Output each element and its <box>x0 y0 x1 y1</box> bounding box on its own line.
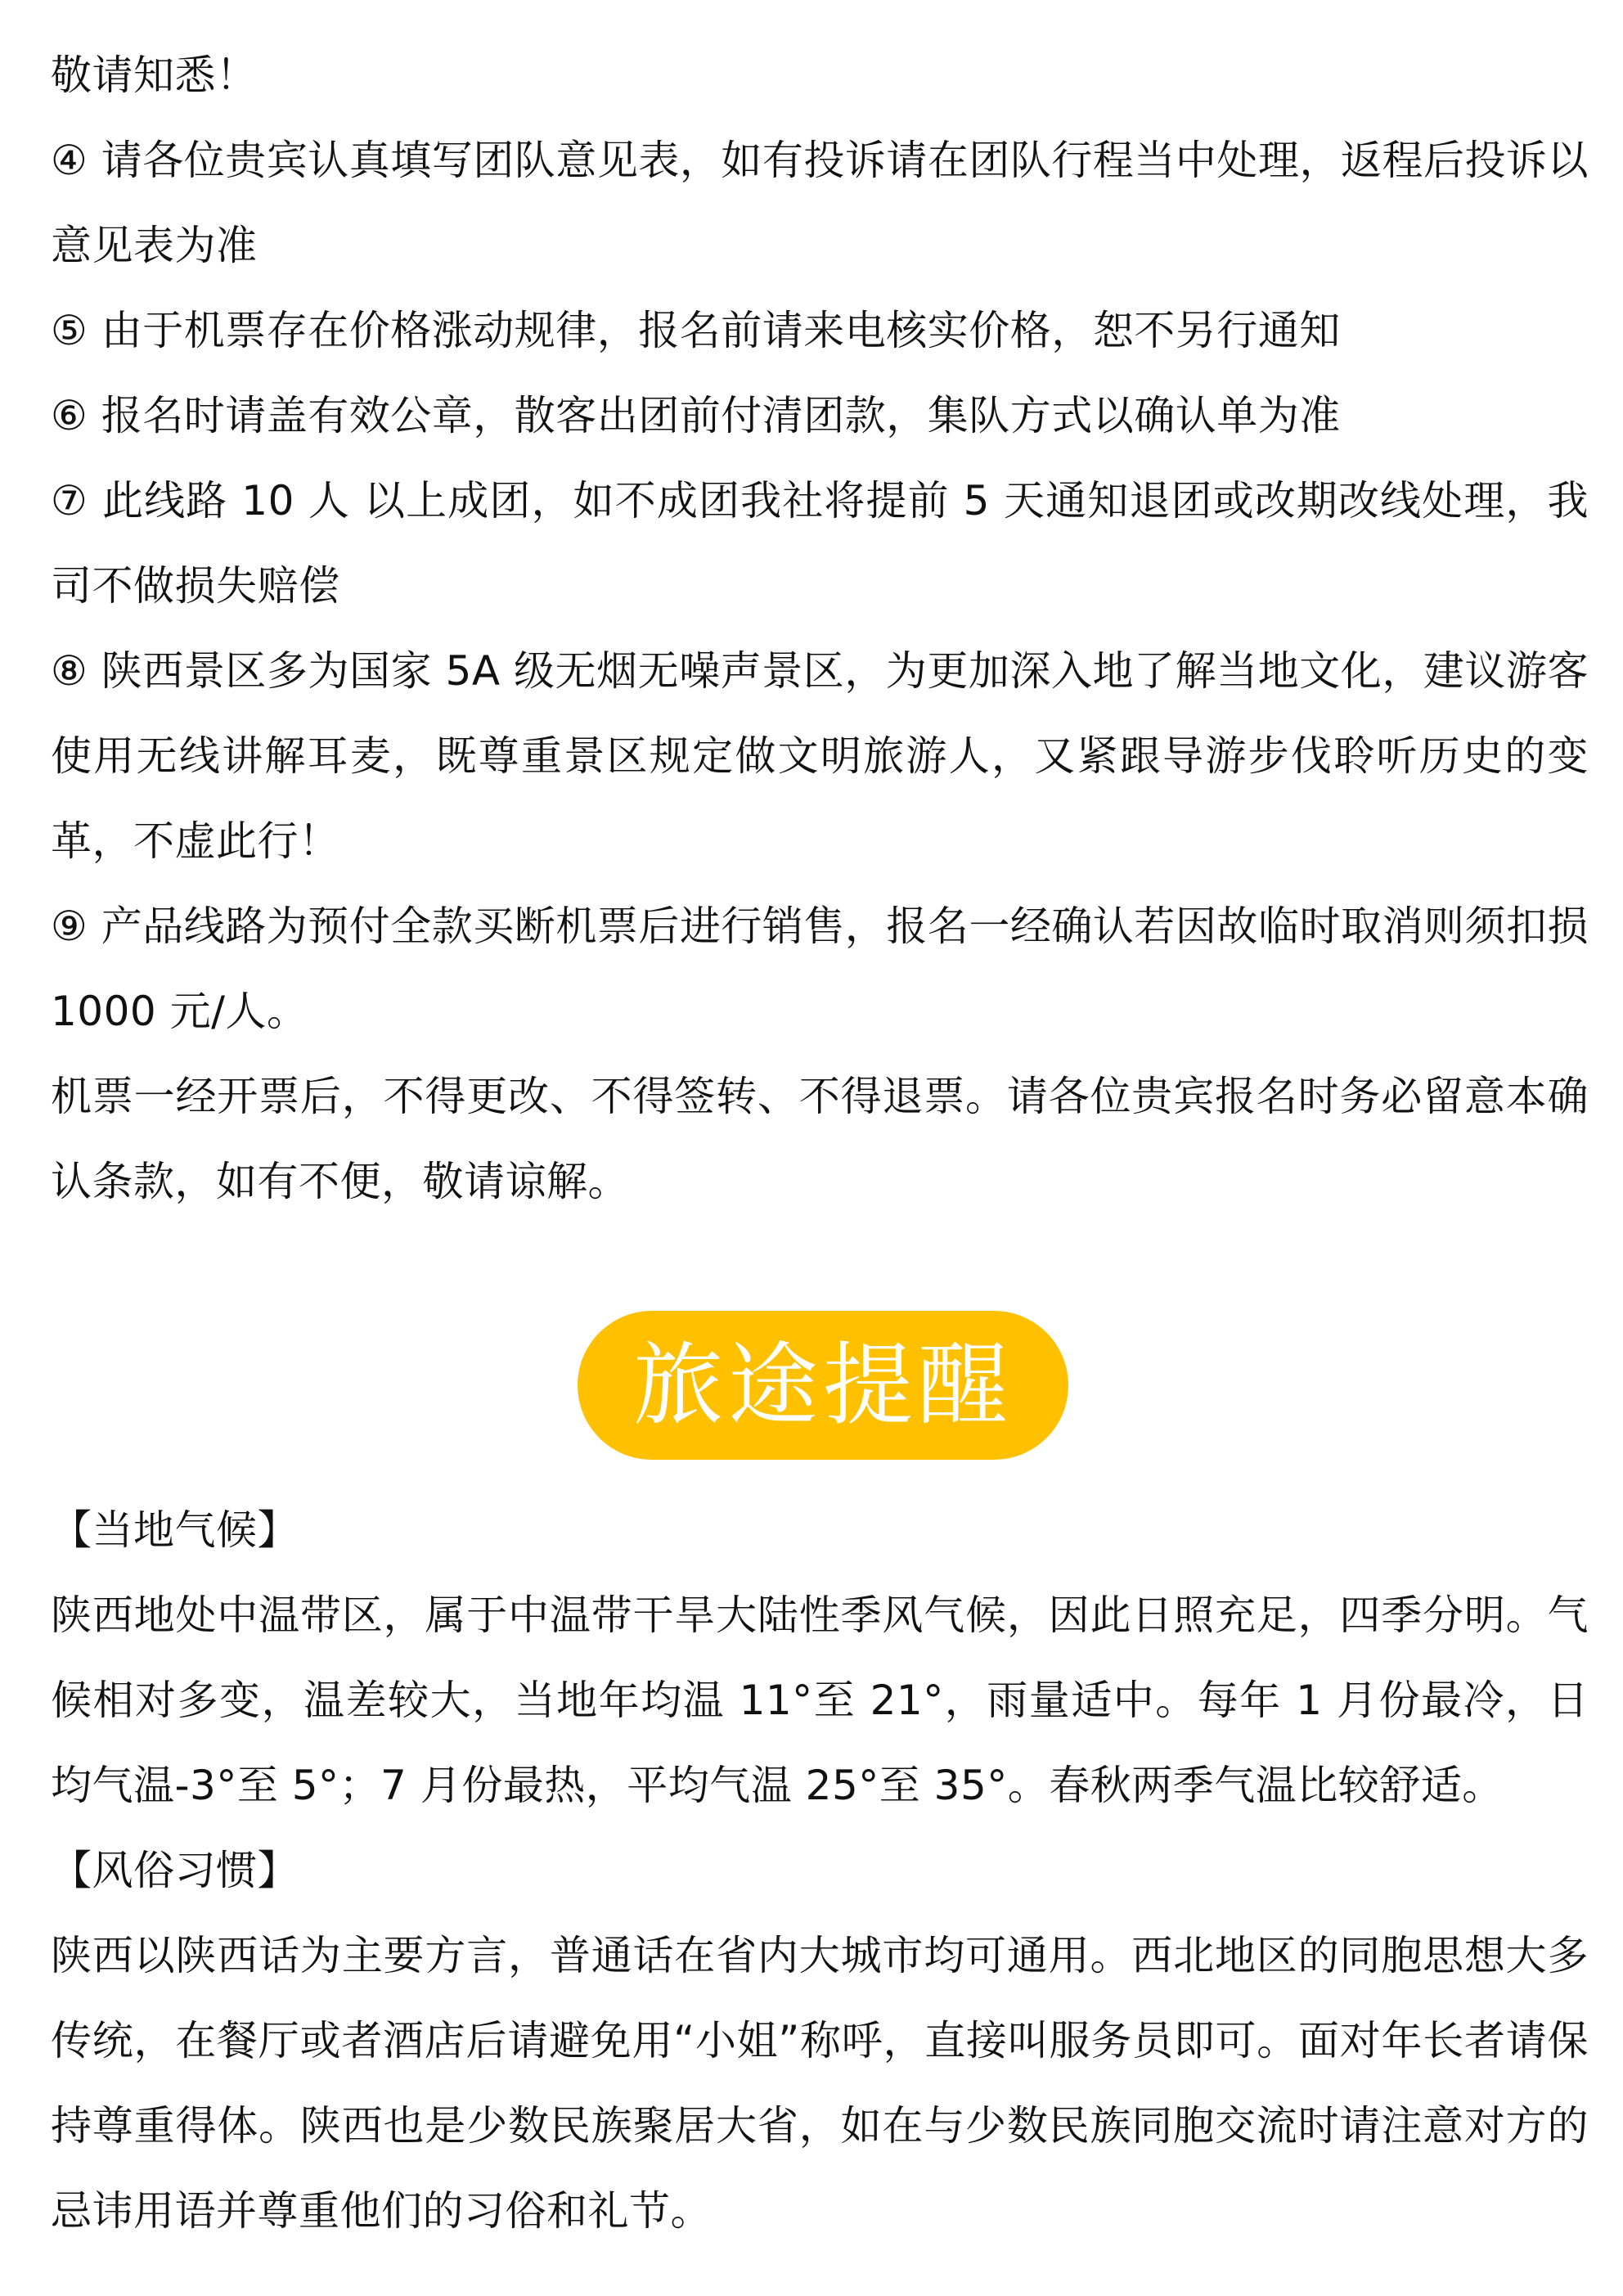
notice-item: 敬请知悉！ <box>51 52 258 99</box>
notice-list <box>51 33 1589 1224</box>
notice-item: 机票一经开票后，不得更改、不得签转、不得退票。请各位贵宾报名时务必留意本确认条款，如有不便，敬请谅解。 <box>51 1073 1589 1205</box>
travel-tips <box>51 1488 1589 2253</box>
notice-item: ⑤ 由于机票存在价格涨动规律，报名前请来电核实价格，恕不另行通知 <box>51 307 1341 354</box>
climate-heading: 【当地气候】 <box>51 1506 299 1554</box>
section-title: 旅途提醒 <box>633 1333 1013 1438</box>
climate-text: 陕西地处中温带区，属于中温带干旱大陆性季风气候，因此日照充足，四季分明。气候相对多变，温差较大，当地年均温 11°至 21°，雨量适中。每年 1 月份最冷，日均气温-3°至 5°；7 月份最热，平均气温 25°至 35°。春秋两季气温比较舒适。 <box>51 1591 1589 1809</box>
notice-item: ⑧ 陕西景区多为国家 5A 级无烟无噪声景区，为更加深入地了解当地文化，建议游客使用无线讲解耳麦，既尊重景区规定做文明旅游人，又紧跟导游步伐聆听历史的变革，不虚此行！ <box>51 647 1589 865</box>
notice-item: ⑨ 产品线路为预付全款买断机票后进行销售，报名一经确认若因故临时取消则须扣损 1000 元/人。 <box>51 903 1589 1035</box>
notice-item: ⑦ 此线路 10 人 以上成团，如不成团我社将提前 5 天通知退团或改期改线处理，我司不做损失赔偿 <box>51 477 1589 610</box>
customs-text: 陕西以陕西话为主要方言，普通话在省内大城市均可通用。西北地区的同胞思想大多传统，在餐厅或者酒店后请避免用“小姐”称呼，直接叫服务员即可。面对年长者请保持尊重得体。陕西也是少数民族聚居大省，如在与少数民族同胞交流时请注意对方的忌讳用语并尊重他们的习俗和礼节。 <box>51 1932 1589 2235</box>
notice-item: ④ 请各位贵宾认真填写团队意见表，如有投诉请在团队行程当中处理，返程后投诉以意见表为准 <box>51 137 1589 269</box>
notice-item: ⑥ 报名时请盖有效公章，散客出团前付清团款，集队方式以确认单为准 <box>51 392 1341 439</box>
customs-heading: 【风俗习惯】 <box>51 1847 299 1894</box>
section-title-badge <box>578 1311 1068 1460</box>
